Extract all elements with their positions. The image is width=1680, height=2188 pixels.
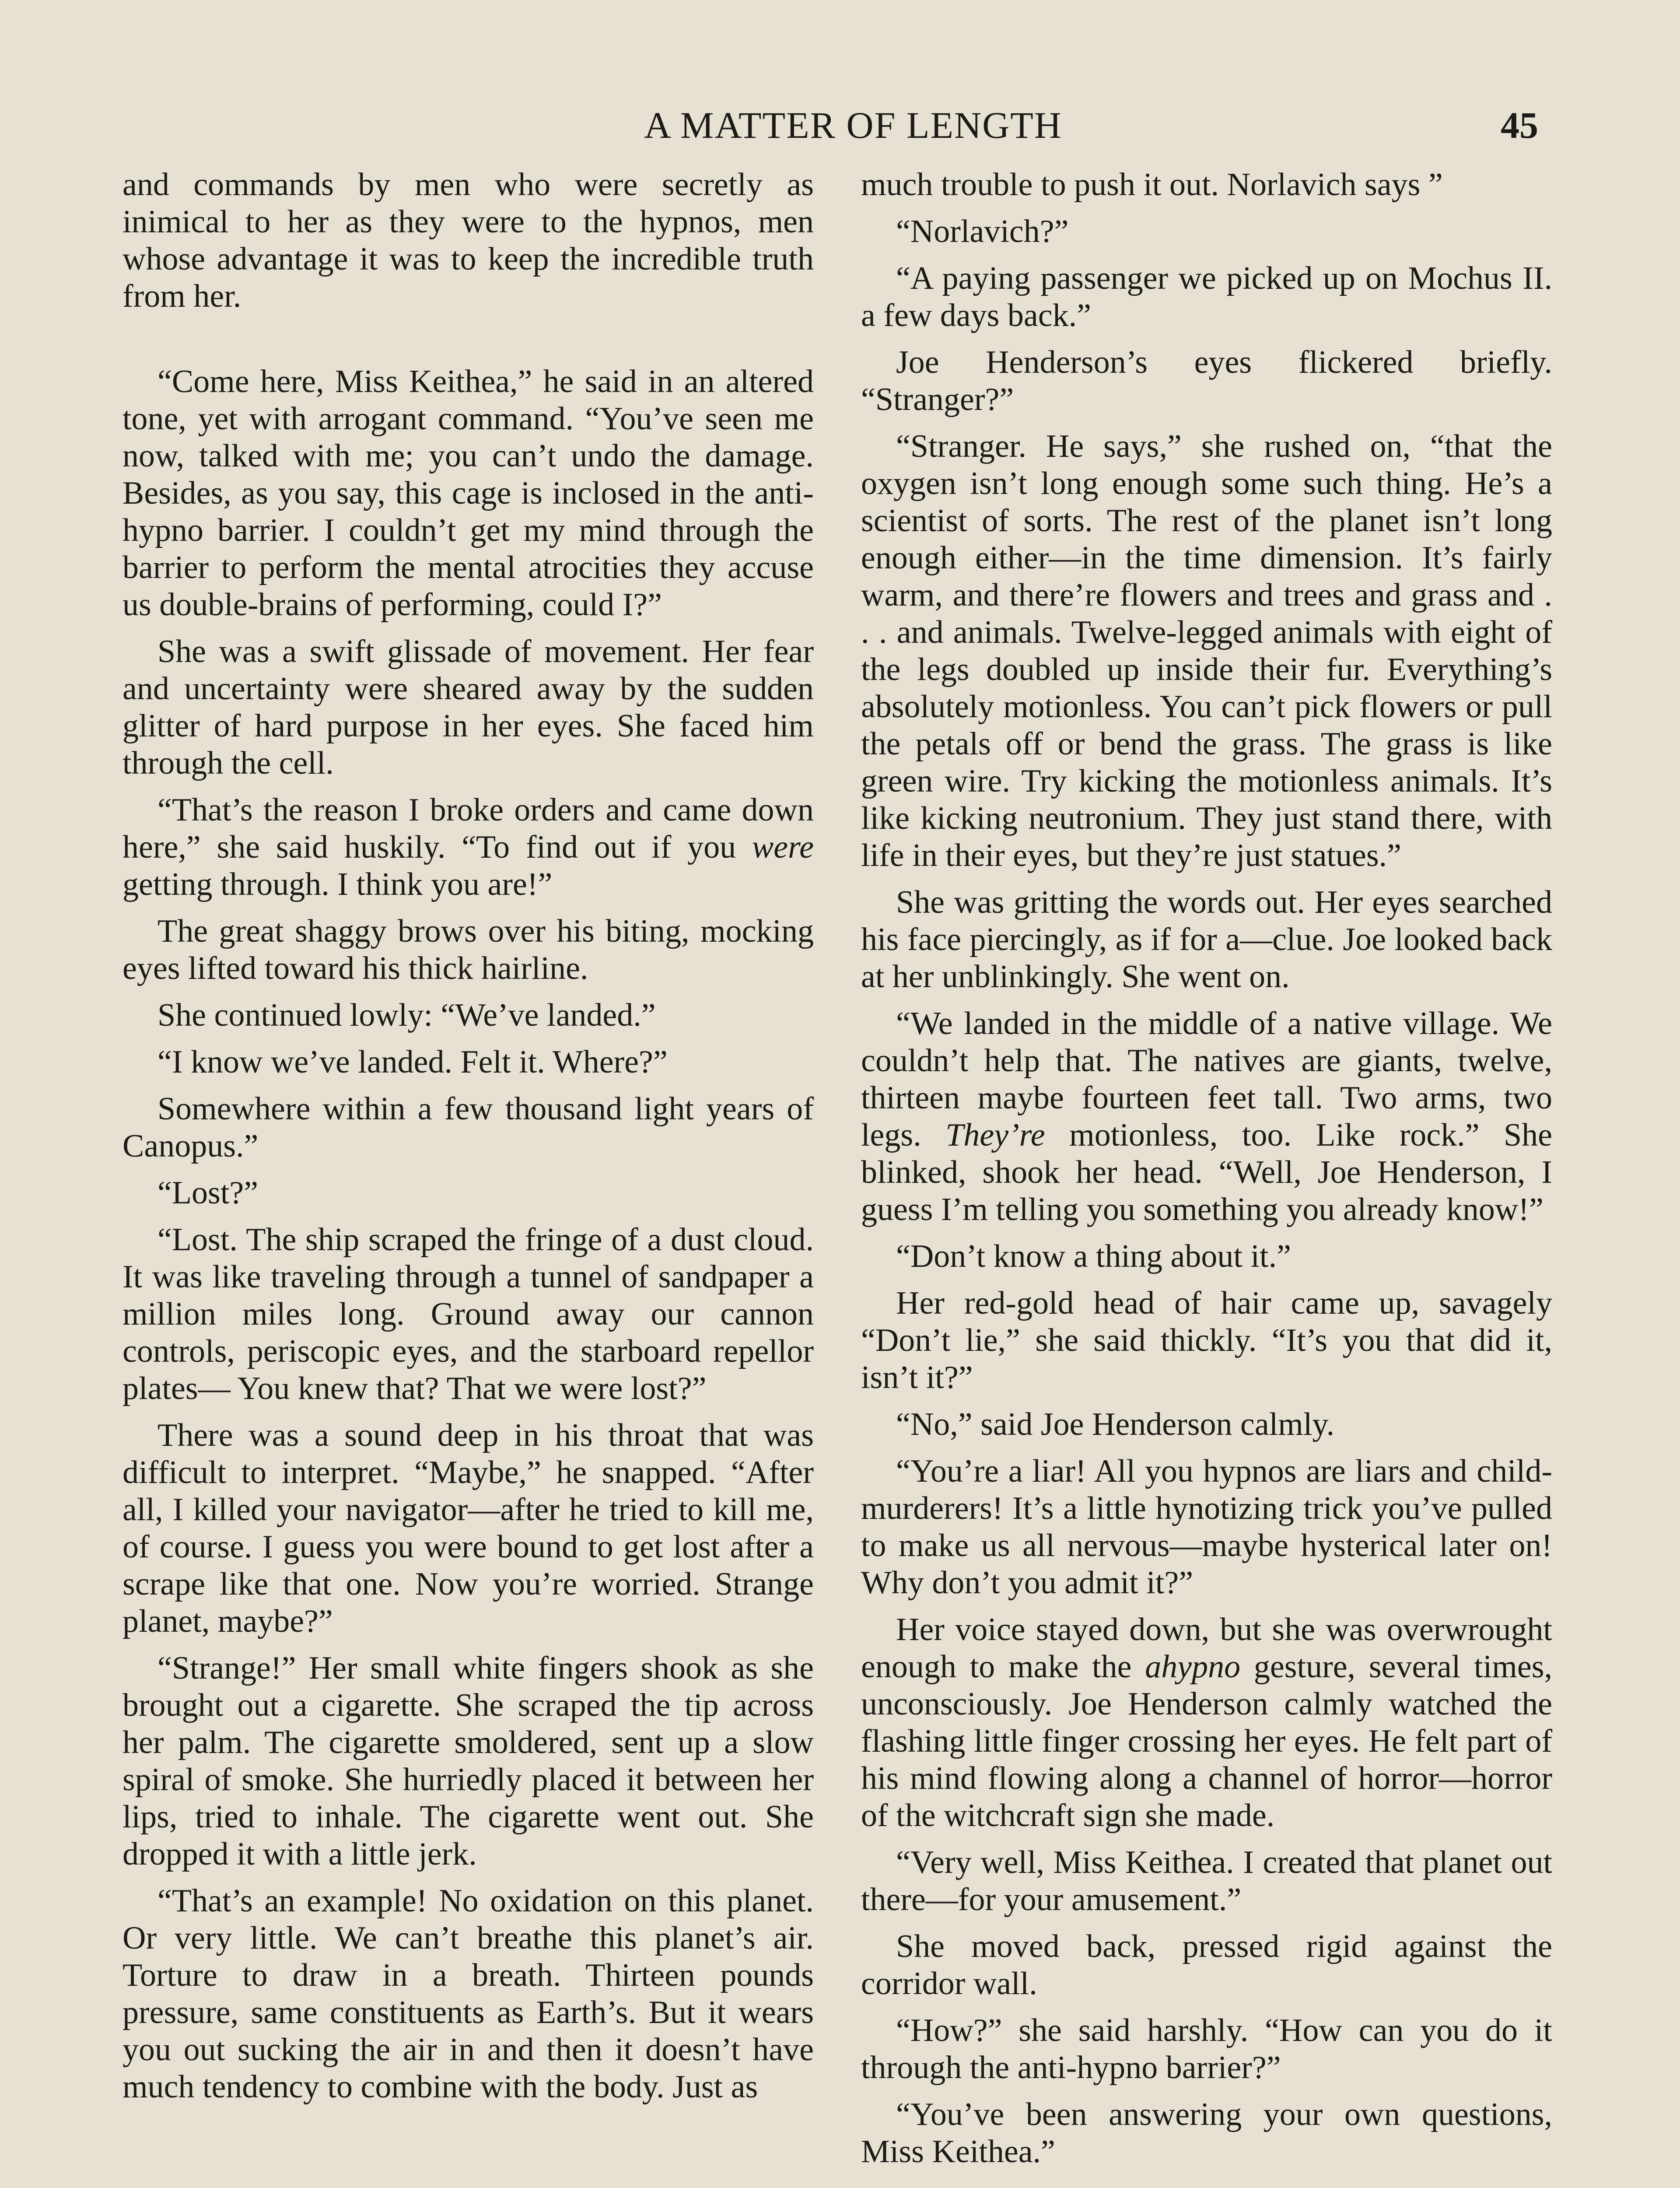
emphasis: ahypno [1145,1649,1241,1685]
text-run: getting through. I think you are!” [122,866,553,902]
running-head-title: A MATTER OF LENGTH [644,104,1062,146]
left-column [122,166,814,2115]
paragraph: She moved back, pressed rigid against the corridor wall. [861,1929,1552,2002]
paragraph [861,1005,1552,1228]
paragraph: “Lost. The ship scraped the fringe of a dust cloud. It was like traveling through a tunnel of sandpaper a million miles long. Ground away our cannon controls, periscopic eyes, and the starboard repellor plates— You knew that? That we were lost?” [122,1222,814,1406]
paragraph: much trouble to push it out. Norlavich says ” [861,167,1443,203]
paragraph: “Stranger. He says,” she rushed on, “that the oxygen isn’t long enough some such thing. He’s a scientist of sorts. The rest of the planet isn’t long enough either—in the time dimension. It’s fairly warm, and there’re flowers and trees and grass and . . . and animals. Twelve-legged animals with eight of the legs doubled up inside their fur. Everything’s absolutely motionless. You can’t pick flowers or pull the petals off or bend the grass. The grass is like green wire. Try kicking the motionless animals. It’s like kicking neutronium. They just stand there, with life in their eyes, but they’re just statues.” [861,428,1552,873]
paragraph: She continued lowly: “We’ve landed.” [158,997,656,1033]
paragraph: She was a swift glissade of movement. Her fear and uncertainty were sheared away by the sudden glitter of hard purpose in her eyes. She faced him through the cell. [122,634,814,781]
text-run: gesture, several times, unconsciously. Joe Henderson calmly watched the flashing little finger crossing her eyes. He felt part of his mind flowing along a channel of horror—horror of the witchcraft sign she made. [861,1649,1552,1834]
paragraph [861,1611,1552,1834]
paragraph: There was a sound deep in his throat that was difficult to interpret. “Maybe,” he snapped. “After all, I killed your navigator—after he tried to kill me, of course. I guess you were bound to get lost after a scrape like that one. Now you’re worried. Strange planet, maybe?” [122,1417,814,1639]
text-run: “That’s the reason I broke orders and came down here,” she said huskily. “To find out if you [122,792,814,865]
right-column [861,166,1552,2180]
paragraph: Joe Henderson’s eyes flickered briefly. “Stranger?” [861,344,1552,417]
paragraph: “Norlavich?” [896,214,1069,249]
paragraph: Somewhere within a few thousand light years of Canopus.” [122,1091,814,1164]
paragraph: “You’re a liar! All you hypnos are liars and child-murderers! It’s a little hynotizing trick you’ve pulled to make us all nervous—maybe hysterical later on! Why don’t you admit it?” [861,1453,1552,1601]
paragraph: She was gritting the words out. Her eyes searched his face piercingly, as if for a—clue. Joe looked back at her unblinkingly. She went on. [861,884,1552,995]
paragraph [122,792,814,903]
emphasis: They’re [945,1117,1045,1153]
emphasis: were [752,829,814,865]
text-run: Her voice stayed down, but she was overwrought enough to make the [861,1612,1552,1685]
text-run: motionless, too. Like rock.” She blinked, shook her head. “Well, Joe Henderson, I guess I’m telling you something you already know!” [861,1117,1552,1227]
paragraph: “How?” she said harshly. “How can you do it through the anti-hypno barrier?” [861,2013,1552,2086]
paragraph: “Don’t know a thing about it.” [896,1238,1291,1274]
paragraph: “I know we’ve landed. Felt it. Where?” [158,1044,668,1080]
text-run: “We landed in the middle of a native village. We couldn’t help that. The natives are giants, twelve, thirteen maybe fourteen feet tall. Two arms, two legs. [861,1006,1552,1153]
paragraph: “A paying passenger we picked up on Mochus II. a few days back.” [861,260,1552,333]
paragraph: The great shaggy brows over his biting, mocking eyes lifted toward his thick hairline. [122,913,814,986]
paragraph: “Very well, Miss Keithea. I created that planet out there—for your amusement.” [861,1844,1552,1918]
paragraph: and commands by men who were secretly as inimical to her as they were to the hypnos, men whose advantage it was to keep the incredible truth from her. [122,167,814,314]
paragraph: “Come here, Miss Keithea,” he said in an altered tone, yet with arrogant command. “You’ve seen me now, talked with me; you can’t undo the damage. Besides, as you say, this cage is inclosed in the anti-hypno barrier. I couldn’t get my mind through the barrier to perform the mental atrocities they accuse us double-brains of performing, could I?” [122,364,814,623]
paragraph: “That’s an example! No oxidation on this planet. Or very little. We can’t breathe this planet’s air. Torture to draw in a breath. Thirteen pounds pressure, same constituents as Earth’s. But it wears you out sucking the air in and then it doesn’t have much tendency to combine with the body. Just as [122,1883,814,2105]
paragraph: “You’ve been answering your own questions, Miss Keithea.” [861,2097,1552,2170]
paragraph: “Strange!” Her small white fingers shook as she brought out a cigarette. She scraped the tip across her palm. The cigarette smoldered, sent up a slow spiral of smoke. She hurriedly placed it between her lips, tried to inhale. The cigarette went out. She dropped it with a little jerk. [122,1650,814,1872]
paragraph: “No,” said Joe Henderson calmly. [896,1406,1335,1442]
paragraph: “Lost?” [158,1175,259,1211]
page-number: 45 [1501,104,1538,146]
paragraph: Her red-gold head of hair came up, savagely “Don’t lie,” she said thickly. “It’s you that did it, isn’t it?” [861,1285,1552,1396]
